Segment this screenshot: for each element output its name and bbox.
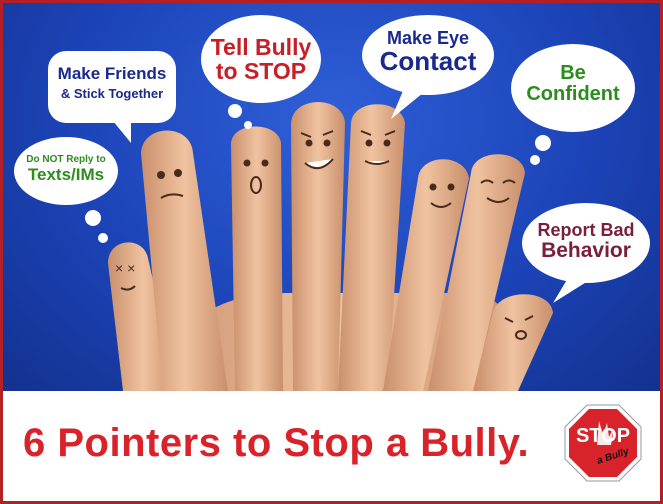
bubble-report-line2: Behavior	[541, 238, 631, 262]
bubble-make-friends-text	[48, 65, 176, 100]
stop-sign-subtext: a Bully	[595, 446, 631, 467]
stop-sign-text: STOP	[575, 425, 631, 447]
stop-sign-icon	[563, 403, 643, 483]
bubble-eye-contact-line1: Make Eye	[386, 28, 470, 48]
bubble-report-line1: Report Bad	[537, 220, 635, 240]
bubble-do-not-reply	[14, 137, 118, 243]
bubble-eye-contact-text	[365, 29, 491, 75]
bubble-confident-line2: Confident	[526, 83, 620, 105]
bubble-make-friends-line2: & Stick Together	[60, 85, 164, 101]
bubble-tell-bully-line1: Tell Bully	[210, 34, 312, 60]
bubble-report-text	[525, 221, 647, 262]
bubble-tell-bully-text	[203, 35, 319, 83]
headline: 6 Pointers to Stop a Bully.	[23, 421, 530, 465]
footer-banner	[3, 391, 660, 501]
bubble-do-not-reply-line2: Texts/IMs	[27, 164, 105, 184]
finger-index-left	[291, 102, 345, 391]
bubble-do-not-reply-line1: Do NOT Reply to	[26, 154, 106, 165]
svg-text:× ×: × ×	[115, 260, 136, 276]
bubble-eye-contact-line2: Contact	[379, 45, 477, 76]
bubble-confident-text	[518, 63, 628, 105]
bubble-make-friends-line1: Make Friends	[57, 64, 167, 83]
bubble-do-not-reply-text	[21, 155, 111, 183]
finger-middle-left	[231, 127, 283, 392]
bubble-confident-line1: Be	[560, 62, 586, 84]
bubble-tell-bully-line2: to STOP	[215, 58, 307, 85]
